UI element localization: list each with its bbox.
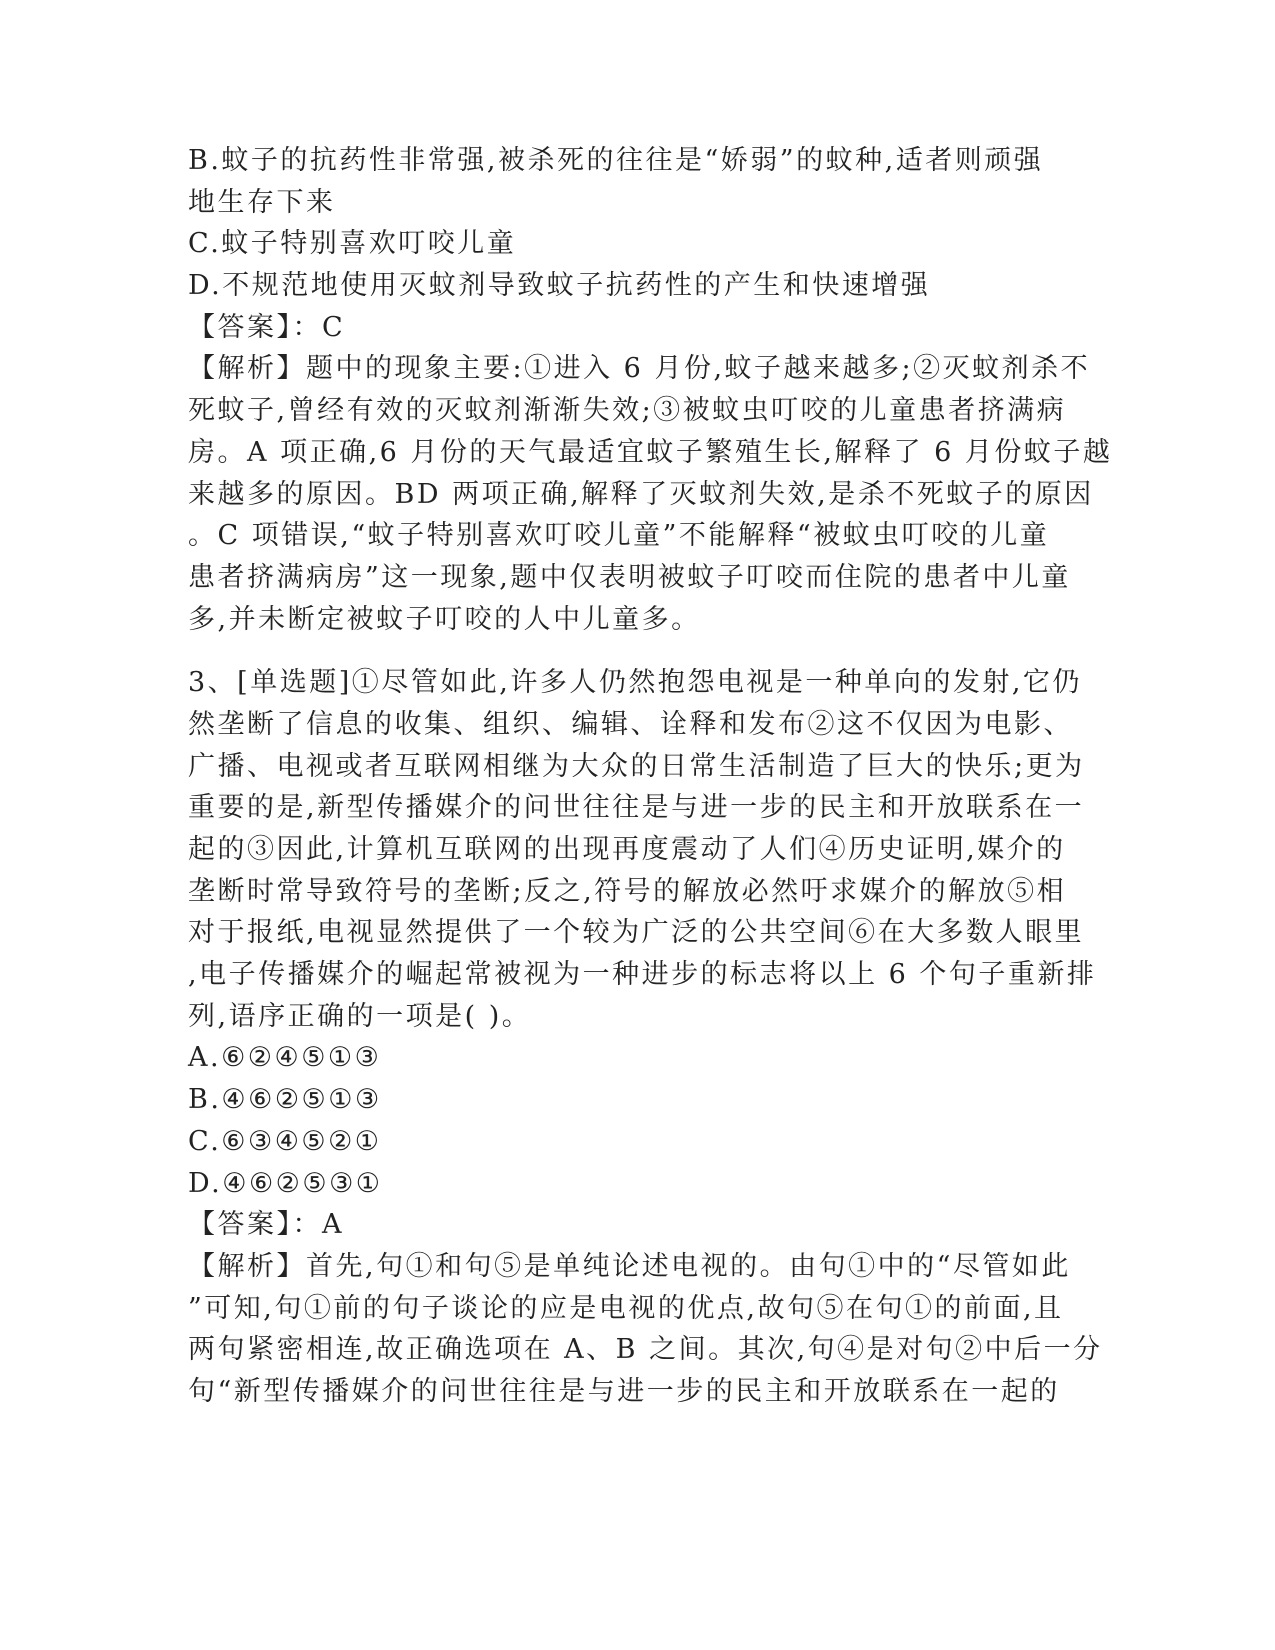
- question-stem-line: 对于报纸,电视显然提供了一个较为广泛的公共空间⑥在大多数人眼里: [188, 917, 1085, 949]
- question-stem-line: 然垄断了信息的收集、组织、编辑、诠释和发布②这不仅因为电影、: [188, 708, 1073, 740]
- option-c: C.蚊子特别喜欢叮咬儿童: [188, 228, 517, 260]
- option-b-line-1: B.蚊子的抗药性非常强,被杀死的往往是“娇弱”的蚊种,适者则顽强: [188, 145, 1044, 176]
- answer-line: 【答案】：C: [188, 311, 346, 343]
- explanation-line: 死蚊子,曾经有效的灭蚊剂渐渐失效;③被蚊虫叮咬的儿童患者挤满病: [188, 395, 1067, 427]
- explanation-line: 多,并未断定被蚊子叮咬的人中儿童多。: [188, 603, 701, 635]
- explanation-line: 句“新型传播媒介的问世往往是与进一步的民主和开放联系在一起的: [188, 1375, 1060, 1407]
- option-b-line-2: 地生存下来: [188, 186, 336, 218]
- explanation-line: 【解析】首先,句①和句⑤是单纯论述电视的。由句①中的“尽管如此: [188, 1250, 1071, 1282]
- answer-line: 【答案】：A: [188, 1209, 344, 1241]
- explanation-line: 来越多的原因。BD 两项正确,解释了灭蚊剂失效,是杀不死蚊子的原因: [188, 478, 1094, 510]
- question-stem-line: 列,语序正确的一项是( )。: [188, 1000, 532, 1032]
- explanation-line: 【解析】题中的现象主要:①进入 6 月份,蚊子越来越多;②灭蚊剂杀不: [188, 353, 1091, 385]
- document-page: [188, 140, 1113, 1413]
- question-stem-line: 垄断时常导致符号的垄断;反之,符号的解放必然吁求媒介的解放⑤相: [188, 875, 1067, 907]
- question-stem-line: 重要的是,新型传播媒介的问世往往是与进一步的民主和开放联系在一: [188, 792, 1085, 824]
- paragraph-gap: [188, 640, 1088, 662]
- option-b: B.④⑥②⑤①③: [188, 1084, 382, 1116]
- question-stem-line: 起的③因此,计算机互联网的出现再度震动了人们④历史证明,媒介的: [188, 834, 1066, 865]
- option-c: C.⑥③④⑤②①: [188, 1125, 382, 1157]
- explanation-line: 。C 项错误,“蚊子特别喜欢叮咬儿童”不能解释“被蚊虫叮咬的儿童: [188, 520, 1050, 552]
- question-stem-line: 广播、电视或者互联网相继为大众的日常生活制造了巨大的快乐;更为: [188, 750, 1085, 782]
- question-stem-line: ,电子传播媒介的崛起常被视为一种进步的标志将以上 6 个句子重新排: [188, 959, 1097, 991]
- question-2-tail: [188, 140, 1113, 640]
- explanation-line: 患者挤满病房”这一现象,题中仅表明被蚊子叮咬而住院的患者中儿童: [188, 561, 1071, 593]
- explanation-line: 两句紧密相连,故正确选项在 A、B 之间。其次,句④是对句②中后一分: [188, 1334, 1103, 1366]
- option-a: A.⑥②④⑤①③: [188, 1042, 382, 1074]
- explanation-line: ”可知,句①前的句子谈论的应是电视的优点,故句⑤在句①的前面,且: [188, 1292, 1064, 1324]
- explanation-line: 房。A 项正确,6 月份的天气最适宜蚊子繁殖生长,解释了 6 月份蚊子越: [188, 436, 1113, 468]
- option-d: D.④⑥②⑤③①: [188, 1167, 383, 1199]
- question-3: [188, 662, 1103, 1412]
- option-d: D.不规范地使用灭蚊剂导致蚊子抗药性的产生和快速增强: [188, 270, 931, 302]
- question-stem-line: 3、[单选题]①尽管如此,许多人仍然抱怨电视是一种单向的发射,它仍: [188, 667, 1082, 699]
